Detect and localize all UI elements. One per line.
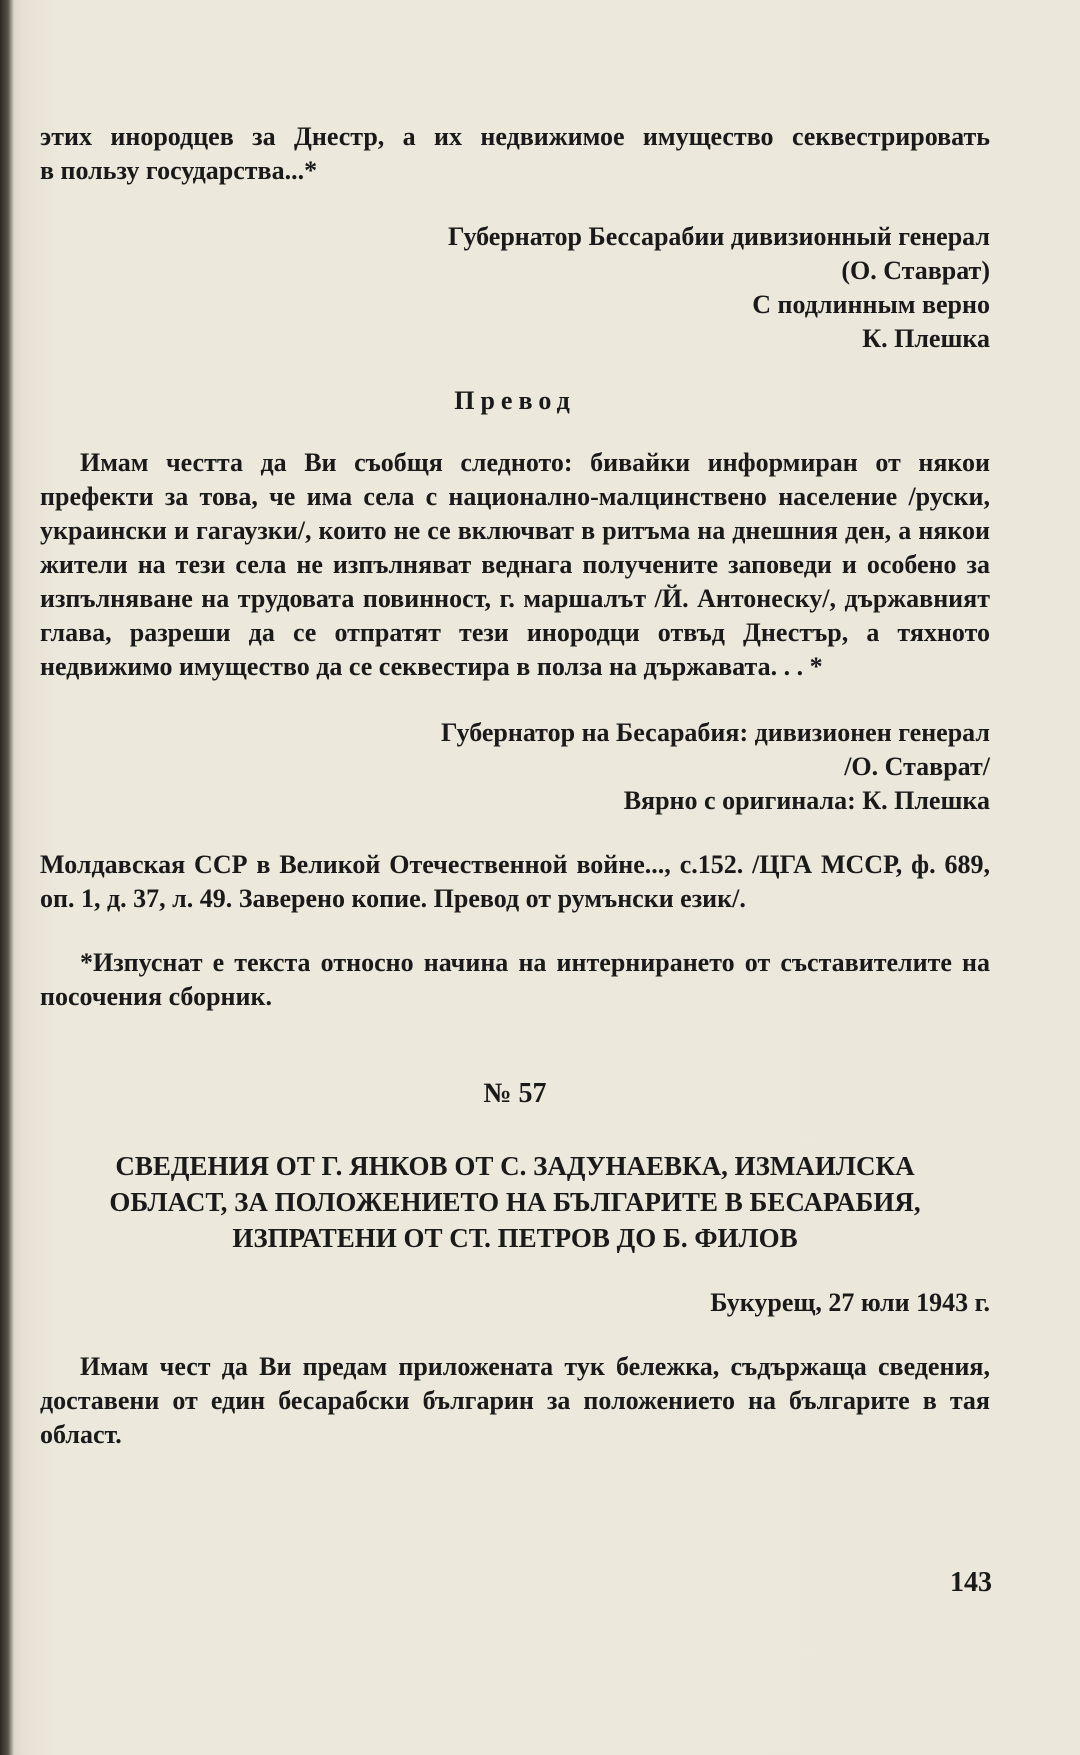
top-paragraph-line-1: этих инородцев за Днестр, а их недвижимое имущество секвестрировать — [40, 122, 990, 151]
footnote: *Изпуснат е текста относно начина на интернирането от съставителите на посочения сборник. — [40, 948, 990, 1011]
book-spine-shadow — [0, 0, 14, 1755]
translation-heading: Превод — [454, 386, 576, 415]
signature-bg-line-3: Вярно с оригинала: К. Плешка — [623, 786, 990, 815]
document-title — [40, 1148, 990, 1256]
document-body: Имам чест да Ви предам приложената тук бележка, съдържаща сведения, доставени от един бесарабски българин за положението на българите в тая област. — [40, 1352, 990, 1449]
signature-ru-line-2: (О. Ставрат) — [841, 256, 990, 285]
top-paragraph-line-2: в пользу государства...* — [40, 156, 318, 185]
signature-bg-line-1: Губернатор на Бесарабия: дивизионен генерал — [441, 718, 990, 747]
document-number: № 57 — [483, 1078, 547, 1109]
signature-ru-line-4: К. Плешка — [862, 324, 990, 353]
page-content — [40, 120, 990, 1452]
page-number: 143 — [950, 1567, 992, 1598]
signature-block-ru — [40, 220, 990, 356]
signature-ru-line-3: С подлинным верно — [752, 290, 990, 319]
document-title-line-2: ОБЛАСТ, ЗА ПОЛОЖЕНИЕТО НА БЪЛГАРИТЕ В БЕСАРАБИЯ, — [109, 1187, 921, 1217]
source-note: Молдавская ССР в Великой Отечественной войне..., с.152. /ЦГА МССР, ф. 689, оп. 1, д. 37, л. 49. Заверено копие. Превод от румънски език/. — [40, 850, 990, 913]
signature-ru-line-1: Губернатор Бессарабии дивизионный генерал — [447, 222, 990, 251]
translation-paragraph: Имам честта да Ви съобщя следното: бивайки информиран от някои префекти за това, че има села с национално-малцинствено население /руски, украински и гагаузки/, които не се включват в ритъма на днешния ден, а някои жители на тези села не изпълняват веднага получените заповеди и особено за изпълняване на трудовата повинност, г. маршалът /Й. Антонеску/, държавният глава, разреши да се отпратят тези инородци отвъд Днестър, а тяхното недвижимо имущество да се секвестира в полза на държавата. . . * — [40, 448, 990, 681]
document-title-line-3: ИЗПРАТЕНИ ОТ СТ. ПЕТРОВ ДО Б. ФИЛОВ — [232, 1223, 798, 1253]
document-date: Букурещ, 27 юли 1943 г. — [710, 1288, 990, 1317]
signature-block-bg — [40, 716, 990, 818]
signature-bg-line-2: /О. Ставрат/ — [844, 752, 990, 781]
top-paragraph — [40, 120, 990, 188]
document-title-line-1: СВЕДЕНИЯ ОТ Г. ЯНКОВ ОТ С. ЗАДУНАЕВКА, ИЗМАИЛСКА — [115, 1151, 915, 1181]
